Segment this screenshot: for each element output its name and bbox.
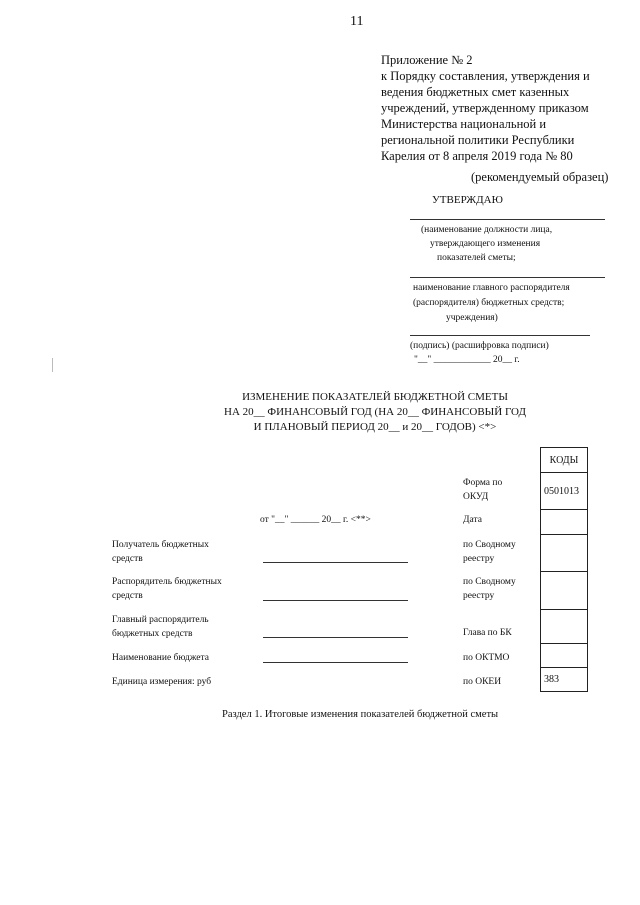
appendix-line: региональной политики Республики — [381, 133, 575, 147]
appendix-line: ведения бюджетных смет казенных — [381, 85, 570, 99]
manager-registry-label: по Сводному — [463, 577, 516, 587]
chief-label: Главный распорядитель — [112, 615, 209, 625]
position-caption-line: утверждающего изменения — [430, 239, 541, 249]
code-okud: 0501013 — [541, 473, 588, 510]
from-date: от "__" ______ 20__ г. <**> — [260, 515, 371, 525]
okei-label: по ОКЕИ — [463, 677, 502, 687]
sample-note: (рекомендуемый образец) — [471, 170, 609, 184]
appendix-line: к Порядку составления, утверждения и — [381, 69, 590, 83]
date-label: Дата — [463, 515, 482, 525]
code-recipient — [541, 535, 588, 572]
recipient-label: средств — [112, 554, 143, 564]
position-caption-line: (наименование должности лица, — [421, 225, 553, 235]
page-number: 11 — [350, 14, 364, 29]
appendix-line: учреждений, утвержденному приказом — [381, 101, 589, 115]
code-unit: 383 — [541, 668, 588, 692]
code-manager — [541, 572, 588, 610]
appendix-reference — [381, 52, 616, 164]
recipient-fill-line — [263, 562, 408, 563]
manager-caption-line: учреждения) — [446, 313, 498, 323]
unit-label: Единица измерения: руб — [112, 677, 212, 687]
codes-table — [540, 447, 588, 692]
recipient-registry-label: реестру — [463, 554, 495, 564]
appendix-line: Карелия от 8 апреля 2019 года № 80 — [381, 149, 573, 163]
recipient-label: Получатель бюджетных — [112, 540, 209, 550]
signature-caption: (подпись) (расшифровка подписи) — [410, 341, 549, 351]
title-line: ИЗМЕНЕНИЕ ПОКАЗАТЕЛЕЙ БЮДЖЕТНОЙ СМЕТЫ — [242, 391, 508, 403]
title-line: И ПЛАНОВЫЙ ПЕРИОД 20__ и 20__ ГОДОВ) <*> — [253, 421, 497, 433]
manager-label: Распорядитель бюджетных — [112, 577, 222, 587]
approve-heading: УТВЕРЖДАЮ — [432, 194, 503, 206]
manager-caption-line: наименование главного распорядителя — [413, 283, 570, 293]
manager-registry-label: реестру — [463, 591, 495, 601]
budget-label: Наименование бюджета — [112, 653, 209, 663]
recipient-registry-label: по Сводному — [463, 540, 516, 550]
code-date — [541, 510, 588, 535]
manager-signature-line — [410, 277, 605, 278]
chief-label: бюджетных средств — [112, 629, 193, 639]
chief-fill-line — [263, 637, 408, 638]
budget-fill-line — [263, 662, 408, 663]
manager-label: средств — [112, 591, 143, 601]
title-line: НА 20__ ФИНАНСОВЫЙ ГОД (НА 20__ ФИНАНСОВЫЙ ГОД — [224, 406, 526, 418]
appendix-line: Министерства национальной и — [381, 117, 547, 131]
code-chief — [541, 610, 588, 644]
okud-label-line: ОКУД — [463, 492, 489, 502]
appendix-line: Приложение № 2 — [381, 53, 473, 67]
position-signature-line — [410, 219, 605, 220]
oktmo-label: по ОКТМО — [463, 653, 510, 663]
signature-line — [410, 335, 590, 336]
section-title: Раздел 1. Итоговые изменения показателей бюджетной сметы — [222, 709, 499, 720]
approve-date: "__" ____________ 20__ г. — [414, 355, 520, 365]
okud-label-line: Форма по — [463, 478, 503, 488]
scan-artifact — [52, 358, 53, 372]
chief-bk-label: Глава по БК — [463, 628, 512, 638]
codes-header: КОДЫ — [541, 448, 588, 473]
position-caption-line: показателей сметы; — [437, 253, 516, 263]
document-title — [150, 390, 600, 435]
manager-caption-line: (распорядителя) бюджетных средств; — [413, 298, 565, 308]
manager-fill-line — [263, 600, 408, 601]
code-budget — [541, 644, 588, 668]
